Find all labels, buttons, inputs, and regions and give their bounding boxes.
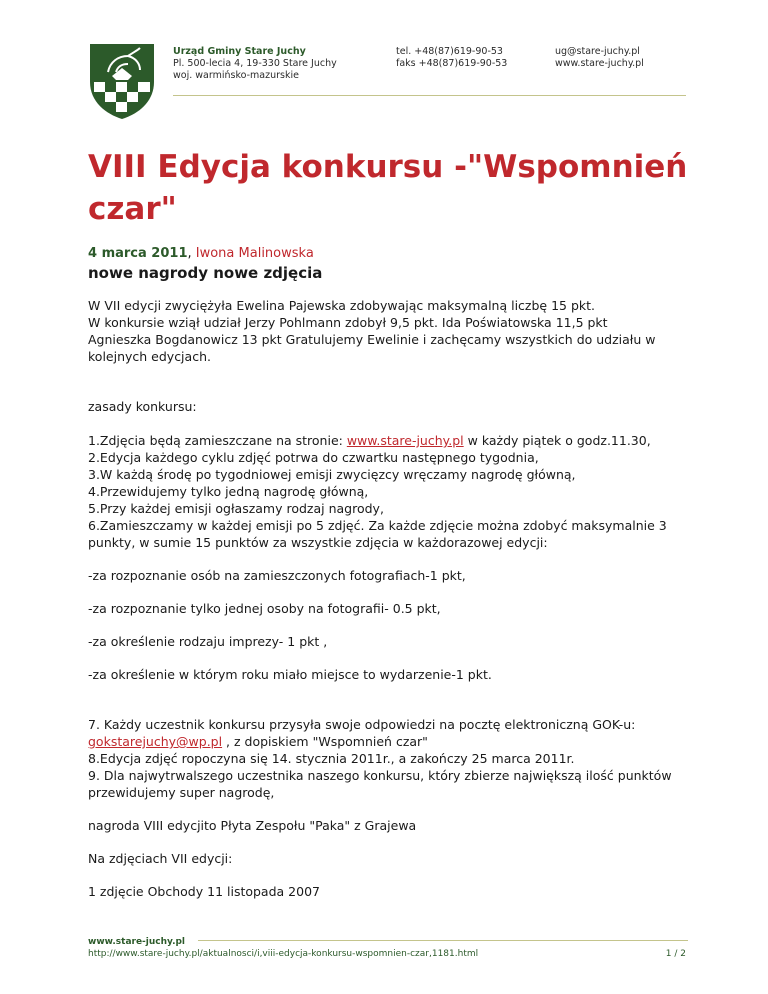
intro-paragraph bbox=[88, 297, 688, 365]
article-author[interactable]: Iwona Malinowska bbox=[195, 246, 314, 261]
header-divider bbox=[173, 95, 686, 96]
article-date: 4 marca 2011 bbox=[88, 246, 188, 261]
header-contact bbox=[555, 46, 644, 70]
photos-heading: Na zdjęciach VII edycji: bbox=[88, 851, 233, 866]
rule-item: 1.Zdjęcia będą zamieszczane na stronie: www.stare-juchy.pl w każdy piątek o godz.11.30, bbox=[88, 433, 651, 448]
intro-line: kolejnych edycjach. bbox=[88, 349, 211, 364]
rule7-text: 7. Każdy uczestnik konkursu przysyła swoje odpowiedzi na pocztę elektroniczną GOK-u: bbox=[88, 717, 636, 732]
rule8-text: 8.Edycja zdjęć ropoczyna się 14. stycznia 2011r., a zakończy 25 marca 2011r. bbox=[88, 751, 575, 766]
address-line: Pl. 500-lecia 4, 19-330 Stare Juchy bbox=[173, 58, 337, 69]
intro-line: W konkursie wziął udział Jerzy Pohlmann zdobył 9,5 pkt. Ida Poświatowska 11,5 pkt bbox=[88, 315, 608, 330]
header-address bbox=[173, 46, 337, 82]
footer-divider bbox=[198, 940, 688, 941]
intro-line: Agnieszka Bogdanowicz 13 pkt Gratulujemy Ewelinie i zachęcamy wszystkich do udziału w bbox=[88, 332, 656, 347]
page-header bbox=[88, 42, 686, 98]
rule-item: 4.Przewidujemy tylko jedną nagrodę główną, bbox=[88, 484, 369, 499]
rule7-line: gokstarejuchy@wp.pl , z dopiskiem "Wspomnień czar" bbox=[88, 734, 428, 749]
header-phones bbox=[396, 46, 507, 70]
photo-caption: 1 zdjęcie Obchody 11 listopada 2007 bbox=[88, 884, 320, 899]
prize-text: nagroda VIII edycjito Płyta Zespołu "Paka" z Grajewa bbox=[88, 818, 417, 833]
footer-site[interactable]: www.stare-juchy.pl bbox=[88, 937, 186, 947]
website-contact[interactable]: www.stare-juchy.pl bbox=[555, 58, 644, 69]
scoring-item: -za określenie w którym roku miało miejsce to wydarzenie-1 pkt. bbox=[88, 667, 492, 682]
page-footer bbox=[88, 932, 688, 962]
article-body bbox=[88, 297, 688, 900]
rule-item: 6.Zamieszczamy w każdej emisji po 5 zdjęć. Za każde zdjęcie można zdobyć maksymalnie 3 bbox=[88, 518, 667, 533]
rule-item: 2.Edycja każdego cyklu zdjęć potrwa do czwartku następnego tygodnia, bbox=[88, 450, 539, 465]
meta-separator: , bbox=[187, 246, 196, 261]
rules-heading: zasady konkursu: bbox=[88, 399, 197, 414]
rule9-text: 9. Dla najwytrwalszego uczestnika naszego konkursu, który zbierze największą ilość punktów bbox=[88, 768, 672, 783]
scoring-item: -za rozpoznanie tylko jednej osoby na fotografii- 0.5 pkt, bbox=[88, 601, 441, 616]
gok-email-link[interactable]: gokstarejuchy@wp.pl bbox=[88, 734, 223, 749]
fax: faks +48(87)619-90-53 bbox=[396, 58, 508, 69]
article-meta bbox=[88, 245, 314, 263]
region: woj. warmińsko-mazurskie bbox=[173, 70, 299, 81]
coat-of-arms-logo bbox=[88, 42, 156, 120]
intro-line: W VII edycji zwyciężyła Ewelina Pajewska zdobywając maksymalną liczbę 15 pkt. bbox=[88, 298, 596, 313]
org-name: Urząd Gminy Stare Juchy bbox=[173, 46, 306, 57]
page-title: VIII Edycja konkursu -"Wspomnień czar" bbox=[88, 149, 688, 227]
rule-item: 5.Przy każdej emisji ogłaszamy rodzaj nagrody, bbox=[88, 501, 384, 516]
scoring-item: -za określenie rodzaju imprezy- 1 pkt , bbox=[88, 634, 328, 649]
rule-item: 3.W każdą środę po tygodniowej emisji zwycięzcy wręczamy nagrodę główną, bbox=[88, 467, 576, 482]
rule9-text: przewidujemy super nagrodę, bbox=[88, 785, 275, 800]
rules-continued bbox=[88, 716, 688, 801]
page-number: 1 / 2 bbox=[665, 949, 686, 959]
article-subtitle: nowe nagrody nowe zdjęcia bbox=[88, 264, 323, 282]
phone: tel. +48(87)619-90-53 bbox=[396, 46, 503, 57]
rules-list bbox=[88, 432, 688, 551]
scoring-item: -za rozpoznanie osób na zamieszczonych fotografiach-1 pkt, bbox=[88, 568, 466, 583]
footer-url[interactable]: http://www.stare-juchy.pl/aktualnosci/i,viii-edycja-konkursu-wspomnien-czar,1181.html bbox=[88, 949, 479, 959]
rule-item: punkty, w sumie 15 punktów za wszystkie zdjęcia w każdorazowej edycji: bbox=[88, 535, 548, 550]
email-contact[interactable]: ug@stare-juchy.pl bbox=[555, 46, 640, 57]
stare-juchy-link[interactable]: www.stare-juchy.pl bbox=[346, 433, 464, 448]
